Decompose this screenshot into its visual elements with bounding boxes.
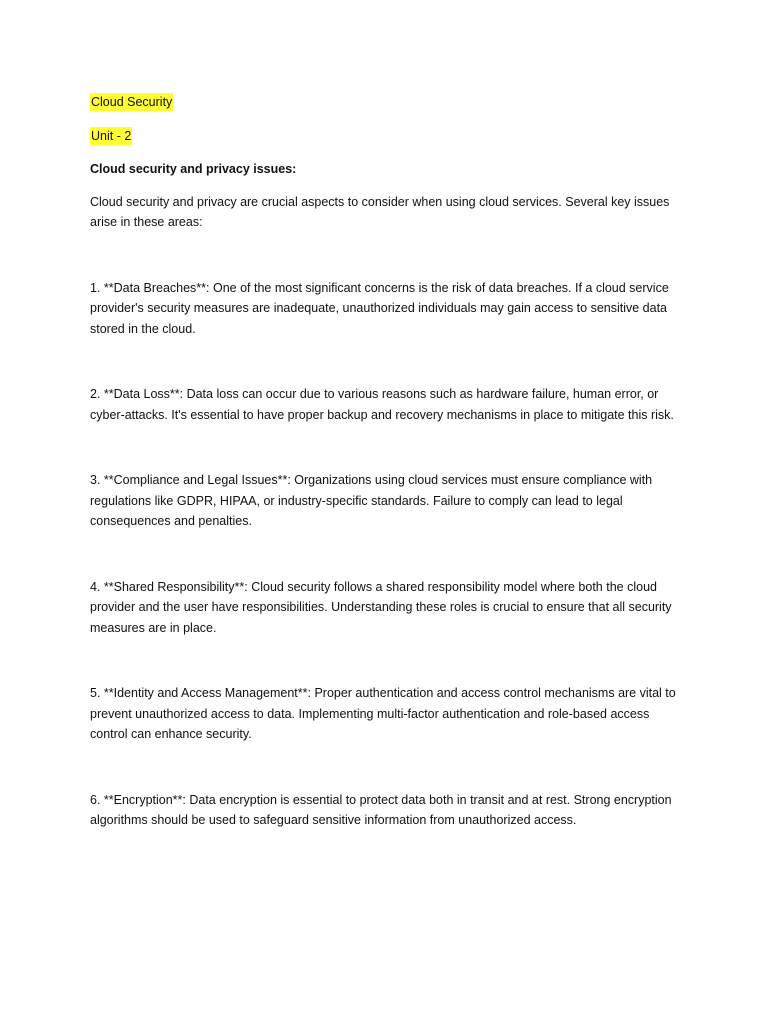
document-title: Cloud Security: [91, 95, 173, 109]
list-item: 3. **Compliance and Legal Issues**: Organizations using cloud services must ensure compliance with regulations like GDPR, HIPAA, or industry-specific standards. Failure to comply can lead to legal consequences and penalties.: [90, 473, 653, 528]
list-item: 1. **Data Breaches**: One of the most significant concerns is the risk of data breaches. If a cloud service provider's security measures are inadequate, unauthorized individuals may gain access to sensitive data stored in the cloud.: [90, 280, 669, 336]
document-page: [90, 92, 690, 831]
unit-line: [90, 126, 690, 147]
list-item: 6. **Encryption**: Data encryption is essential to protect data both in transit and at rest. Strong encryption algorithms should be used to safeguard sensitive information from unauthorized access.: [90, 792, 672, 827]
title-line: [90, 92, 690, 113]
issues-list: [90, 278, 690, 831]
list-item: 5. **Identity and Access Management**: Proper authentication and access control mechanisms are vital to prevent unauthorized access to data. Implementing multi-factor authentication and role-based access control can enhance security.: [90, 686, 676, 741]
list-item: 2. **Data Loss**: Data loss can occur due to various reasons such as hardware failure, human error, or cyber-attacks. It's essential to have proper backup and recovery mechanisms in place to mitigate this risk.: [90, 387, 674, 422]
intro-paragraph: Cloud security and privacy are crucial aspects to consider when using cloud services. Several key issues arise in these areas:: [90, 194, 670, 229]
list-item: 4. **Shared Responsibility**: Cloud security follows a shared responsibility model where both the cloud provider and the user have responsibilities. Understanding these roles is crucial to ensure that all security measures are in place.: [90, 579, 672, 635]
unit-label: Unit - 2: [91, 128, 132, 143]
section-heading: Cloud security and privacy issues:: [90, 162, 297, 176]
